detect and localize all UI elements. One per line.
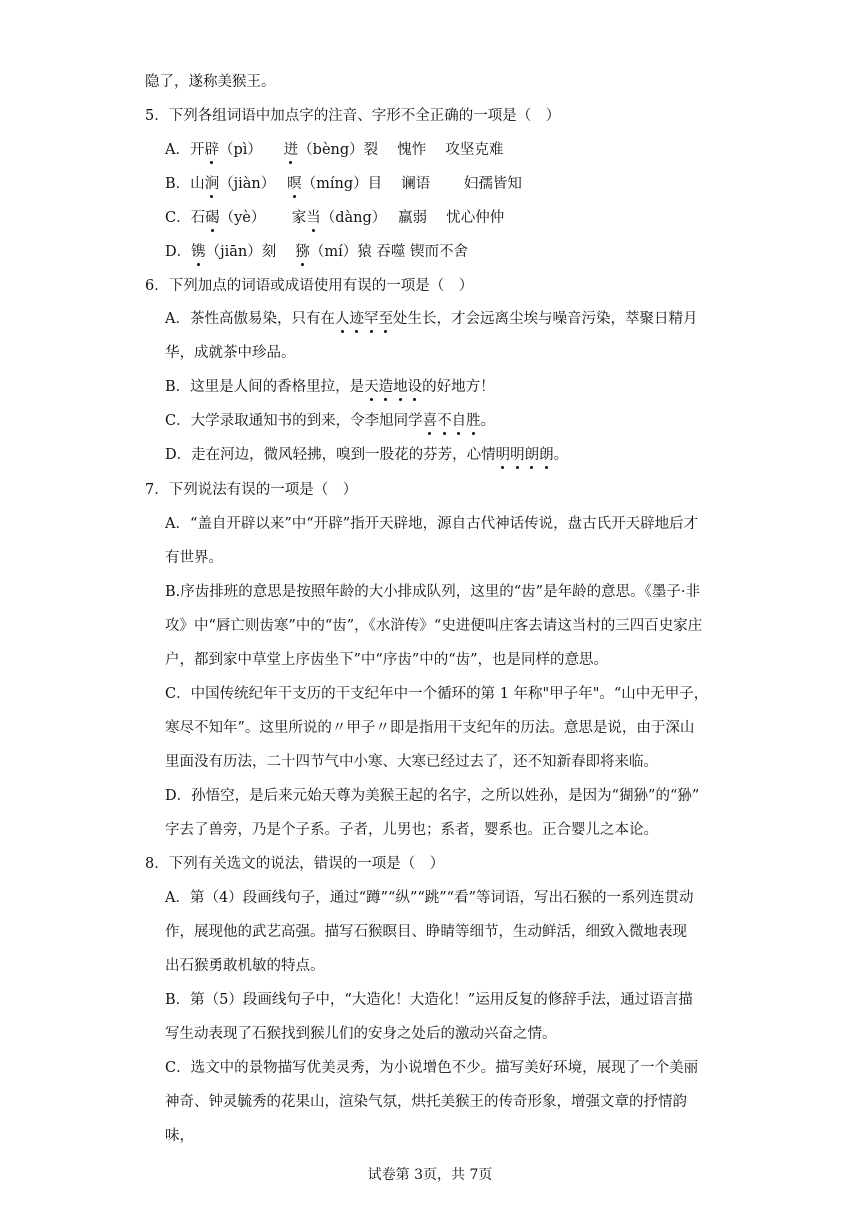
dotted-char: 罕 (363, 311, 379, 327)
question-7-option-d-line-2: 字去了兽旁，乃是个子系。子者，儿男也；系者，婴系也。正合婴儿之本论。 (165, 822, 658, 838)
dotted-phrase (496, 447, 554, 463)
dotted-char: 设 (407, 379, 423, 395)
dotted-char: 迹 (349, 311, 364, 327)
dotted-char: 喜 (422, 413, 438, 429)
question-5-stem: 5．下列各组词语中加点字的注音、字形不全正确的一项是（ ） (145, 108, 561, 124)
dotted-char: 辟 (204, 142, 219, 158)
dotted-char: 朗 (524, 447, 540, 463)
dotted-char: 涧 (204, 176, 220, 192)
dotted-char: 猕 (295, 244, 310, 260)
question-5-option-c: C．石碣（yè） 家当（dàng） 羸弱 忧心仲仲 (165, 210, 505, 226)
question-7-option-c-line-3: 里面没有历法，二十四节气中小寒、大寒已经过去了，还不知新春即将来临。 (165, 754, 658, 770)
question-5-option-a: A．开辟（pì） 迸（bèng）裂 愧怍 攻坚克难 (165, 142, 504, 158)
dotted-char: 至 (378, 311, 393, 327)
dotted-char: 地 (393, 379, 408, 395)
dotted-char: 碣 (205, 210, 220, 226)
dotted-char: 迸 (283, 142, 299, 158)
question-6-stem: 6．下列加点的词语或成语使用有误的一项是（ ） (145, 278, 474, 294)
dotted-char: 明 (510, 447, 525, 463)
dotted-char: 天 (364, 379, 379, 395)
question-7-option-d-line-1: D．孙悟空，是后来元始天尊为美猴王起的名字，之所以姓孙，是因为“猢狲”的“狲” (165, 788, 700, 804)
question-8-option-b-line-2: 写生动表现了石猴找到猴儿们的安身之处后的激动兴奋之情。 (165, 1026, 557, 1042)
dotted-char: 明 (495, 447, 511, 463)
dotted-char: 不 (437, 413, 452, 429)
question-8-option-c-line-1: C．选文中的景物描写优美灵秀，为小说增色不少。描写美好环境，展现了一个美丽 (165, 1060, 699, 1076)
page-footer: 试卷第 3页，共 7页 (367, 1167, 493, 1183)
question-8-stem: 8．下列有关选文的说法，错误的一项是（ ） (145, 856, 445, 872)
question-6-option-b: B．这里是人间的香格里拉，是天造地设的好地方！ (165, 379, 495, 395)
dotted-phrase (364, 379, 422, 395)
question-8-option-a-line-1: A．第（4）段画线句子，通过“蹲”“纵”“跳”“看”等词语，写出石猴的一系列连贯动 (165, 890, 694, 906)
question-6-option-d: D．走在河边，微风轻拂，嗅到一股花的芬芳，心情明明朗朗。 (165, 447, 569, 463)
dotted-char: 镌 (191, 244, 206, 260)
question-6-option-c: C．大学录取通知书的到来，令李旭同学喜不自胜。 (165, 413, 496, 429)
dotted-char: 造 (378, 379, 394, 395)
question-7-option-b-line-1: B.序齿排班的意思是按照年龄的大小排成队列，这里的“齿”是年龄的意思。《墨子·非 (165, 584, 700, 600)
question-8-option-a-line-3: 出石猴勇敢机敏的特点。 (165, 958, 325, 974)
question-6-option-a-cont: 华，成就茶中珍品。 (165, 345, 296, 361)
question-8-option-a-line-2: 作，展现他的武艺高强。描写石猴瞑目、睁睛等细节，生动鲜活，细致入微地表现 (165, 924, 687, 940)
dotted-char: 暝 (287, 176, 302, 192)
question-7-option-b-line-3: 户，都到家中草堂上序齿坐下”中“序齿”中的“齿”，也是同样的意思。 (165, 652, 609, 668)
question-8-option-b-line-1: B．第（5）段画线句子中，“大造化！大造化！”运用反复的修辞手法，通过语言描 (165, 992, 693, 1008)
dotted-phrase (423, 413, 481, 429)
continuation-text: 隐了，遂称美猴王。 (145, 74, 276, 90)
question-7-option-a-line-2: 有世界。 (165, 550, 223, 566)
dotted-char: 人 (334, 311, 350, 327)
question-8-option-c-line-2: 神奇、钟灵毓秀的花果山，渲染气氛，烘托美猴王的传奇形象，增强文章的抒情韵 (165, 1094, 687, 1110)
dotted-phrase (335, 311, 393, 327)
question-5-option-b: B．山涧（jiàn） 暝（míng）目 谰语 妇孺皆知 (165, 176, 522, 192)
question-7-option-a-line-1: A．“盖自开辟以来”中“开辟”指开天辟地，源自古代神话传说，盘古氏开天辟地后才 (165, 516, 699, 532)
question-7-stem: 7．下列说法有误的一项是（ ） (145, 482, 358, 498)
question-7-option-b-line-2: 攻》中“唇亡则齿寒”中的“齿”，《水浒传》“史进便叫庄客去请这当村的三四百史家庄 (165, 618, 703, 634)
dotted-char: 自 (451, 413, 467, 429)
dotted-char: 当 (306, 210, 321, 226)
question-6-option-a: A．茶性高傲易染，只有在人迹罕至处生长，才会远离尘埃与噪音污染，萃聚日精月 (165, 311, 698, 327)
question-8-option-c-line-3: 味， (165, 1128, 194, 1144)
dotted-char: 朗 (539, 447, 554, 463)
question-5-option-d: D．镌（jiān）刻 猕（mí）猿 吞噬 锲而不舍 (165, 244, 468, 260)
question-7-option-c-line-1: C．中国传统纪年干支历的干支纪年中一个循环的第 1 年称"甲子年"。“山中无甲子， (165, 686, 709, 702)
question-7-option-c-line-2: 寒尽不知年”。这里所说的〃甲子〃即是指用干支纪年的历法。意思是说，由于深山 (165, 720, 695, 736)
dotted-char: 胜 (466, 413, 481, 429)
